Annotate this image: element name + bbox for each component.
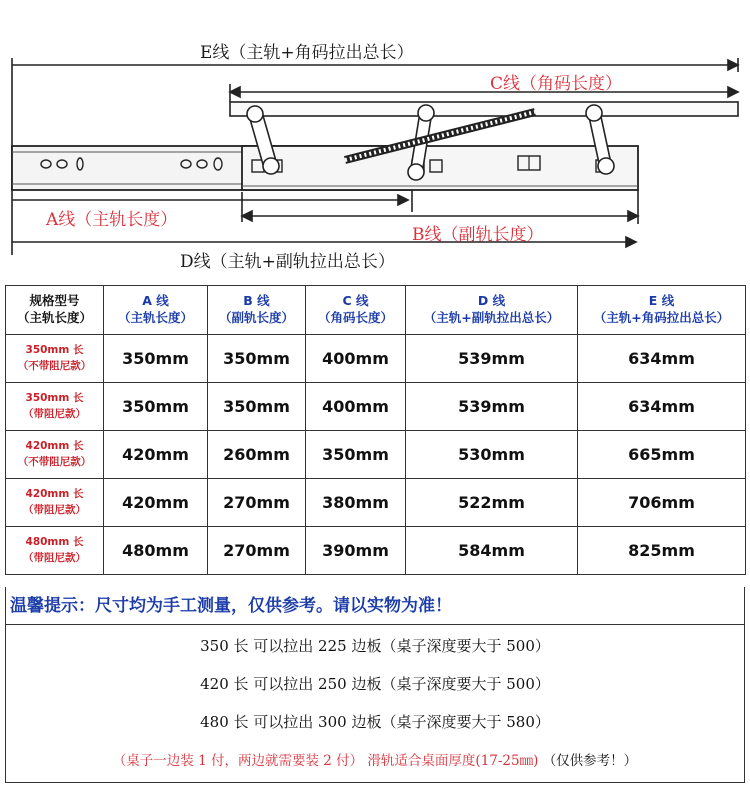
b-value: 270mm: [208, 479, 306, 527]
a-value: 350mm: [104, 383, 208, 431]
e-value: 706mm: [578, 479, 746, 527]
c-line-label: C线（角码长度）: [490, 74, 623, 94]
d-value: 539mm: [406, 335, 578, 383]
corner-bracket: [230, 102, 738, 116]
b-value: 350mm: [208, 383, 306, 431]
a-value: 350mm: [104, 335, 208, 383]
d-value: 584mm: [406, 527, 578, 575]
c-value: 380mm: [306, 479, 406, 527]
table-row: [6, 335, 746, 383]
a-value: 420mm: [104, 479, 208, 527]
header-a-line: A 线 （主轨长度）: [104, 286, 208, 335]
warm-tip: 温馨提示：尺寸均为手工测量，仅供参考。请以实物为准！: [6, 587, 744, 625]
install-note: [6, 749, 744, 769]
header-d-line: D 线 （主轨+副轨拉出总长）: [406, 286, 578, 335]
model-cell: 480mm 长 （带阻尼款）: [6, 527, 104, 575]
b-value: 270mm: [208, 527, 306, 575]
table-row: [6, 479, 746, 527]
a-value: 420mm: [104, 431, 208, 479]
b-value: 260mm: [208, 431, 306, 479]
c-dimension-line: [230, 84, 738, 102]
header-c-line: C 线 （角码长度）: [306, 286, 406, 335]
c-value: 400mm: [306, 383, 406, 431]
header-e-line: E 线 （主轨+角码拉出总长）: [578, 286, 746, 335]
b-value: 350mm: [208, 335, 306, 383]
e-line-label: E线（主轨+角码拉出总长）: [200, 43, 414, 63]
table-row: [6, 527, 746, 575]
b-line-label: B线（副轨长度）: [412, 225, 544, 245]
notes-panel: [5, 587, 745, 783]
e-value: 825mm: [578, 527, 746, 575]
install-note-black: （仅供参考！）: [542, 753, 638, 769]
model-cell: 350mm 长 （带阻尼款）: [6, 383, 104, 431]
spec-table: [5, 285, 746, 575]
c-value: 400mm: [306, 335, 406, 383]
table-row: [6, 383, 746, 431]
c-value: 350mm: [306, 431, 406, 479]
b-dimension-line: [242, 190, 638, 224]
install-note-red: （桌子一边装 1 付，两边就需要装 2 付） 滑轨适合桌面厚度(17-25㎜): [112, 753, 539, 769]
sub-rail: [242, 146, 638, 190]
model-cell: 420mm 长 （带阻尼款）: [6, 479, 104, 527]
c-value: 390mm: [306, 527, 406, 575]
note-line-350: 350 长 可以拉出 225 边板（桌子深度要大于 500）: [200, 637, 550, 655]
d-line-label: D线（主轨+副轨拉出总长）: [180, 252, 395, 272]
header-b-line: B 线 （副轨长度）: [208, 286, 306, 335]
table-header-row: [6, 286, 746, 335]
a-value: 480mm: [104, 527, 208, 575]
d-value: 530mm: [406, 431, 578, 479]
note-line-480: 480 长 可以拉出 300 边板（桌子深度要大于 580）: [200, 713, 550, 731]
table-row: [6, 431, 746, 479]
model-cell: 420mm 长 （不带阻尼款）: [6, 431, 104, 479]
a-line-label: A线（主轨长度）: [46, 210, 178, 230]
e-value: 634mm: [578, 383, 746, 431]
model-cell: 350mm 长 （不带阻尼款）: [6, 335, 104, 383]
d-value: 539mm: [406, 383, 578, 431]
d-value: 522mm: [406, 479, 578, 527]
rail-diagram: [0, 0, 750, 283]
header-model: 规格型号 （主轨长度）: [6, 286, 104, 335]
e-value: 634mm: [578, 335, 746, 383]
note-line-420: 420 长 可以拉出 250 边板（桌子深度要大于 500）: [200, 675, 550, 693]
e-value: 665mm: [578, 431, 746, 479]
